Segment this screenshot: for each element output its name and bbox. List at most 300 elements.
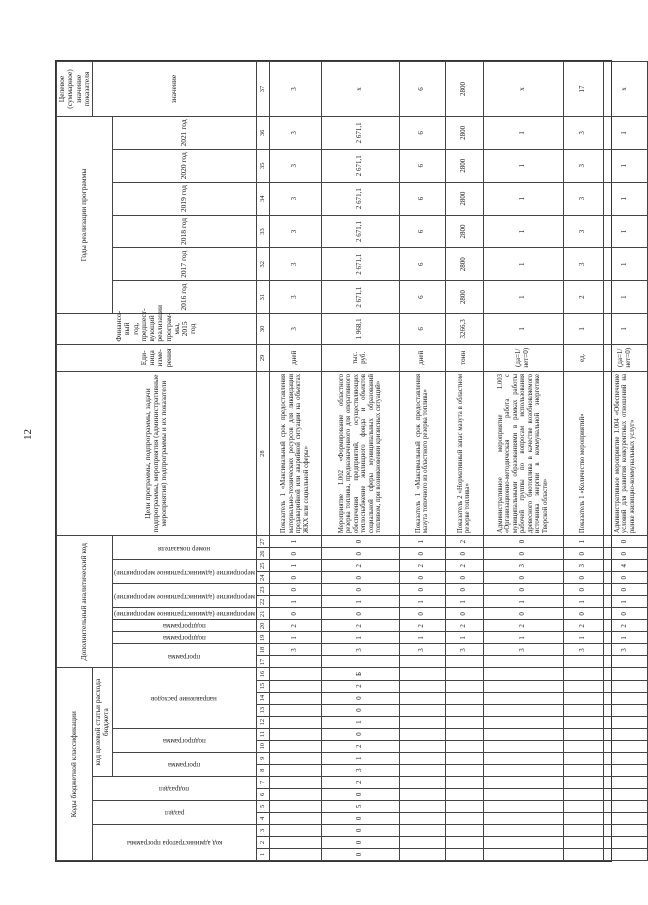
table-row xyxy=(483,62,563,861)
goal-text-cell: Административное мероприятие 1.003 «Организационно-методическая работа с муниципальными образованиями в рамках работы рабочей группы по вопросам использования древесного биотоплива в качестве возобновляемого источника энергии в коммунальной энергетике Тверской области» xyxy=(483,371,563,535)
target-value-cell: х xyxy=(483,62,563,117)
code-cell xyxy=(269,716,321,728)
code-cell xyxy=(445,800,483,812)
code-cell: 1 xyxy=(563,596,603,608)
goal-header: Цели программы, подпрограммы, задачи подпрограммы, мероприятия (административные мероприятия) подпрограммы и их показатели xyxy=(57,371,257,535)
unit-cell: дней xyxy=(399,344,445,371)
code-cell: 2 xyxy=(321,776,399,788)
code-cell: 1 xyxy=(269,560,321,572)
table-row xyxy=(603,62,647,861)
code-cell: 1 xyxy=(445,596,483,608)
code-cell: 1 xyxy=(603,596,647,608)
code-cell: 2 xyxy=(483,620,563,632)
code-cell xyxy=(563,752,603,764)
code-cell: 0 xyxy=(321,584,399,596)
code-cell xyxy=(445,692,483,704)
code-cell xyxy=(445,656,483,668)
year-2021-cell: 6 xyxy=(399,116,445,149)
code-cell: 0 xyxy=(603,536,647,548)
column-number: 27 xyxy=(256,536,269,548)
table-row xyxy=(445,62,483,861)
code-cell: 0 xyxy=(563,572,603,584)
subsection-header: подраздел xyxy=(93,776,257,800)
code-cell xyxy=(321,656,399,668)
code-cell xyxy=(603,668,647,680)
code-cell: 1 xyxy=(445,632,483,644)
code-cell xyxy=(603,656,647,668)
code-cell: 3 xyxy=(445,644,483,656)
code-cell xyxy=(483,800,563,812)
unit-cell: (да=1/ нет=0) xyxy=(603,344,647,371)
target-value-cell: 17 xyxy=(563,62,603,117)
code-cell xyxy=(269,752,321,764)
year-2016-cell: 2800 xyxy=(445,281,483,314)
code-cell: 3 xyxy=(399,644,445,656)
expense-direction-header: направление расходов xyxy=(112,668,256,728)
year-2016-cell: 1 xyxy=(483,281,563,314)
code-cell: 3 xyxy=(483,560,563,572)
code-cell: 0 xyxy=(483,536,563,548)
year-2019-cell: 1 xyxy=(483,182,563,215)
code-cell xyxy=(483,680,563,692)
code-cell: 0 xyxy=(483,584,563,596)
column-number: 15 xyxy=(256,680,269,692)
code-cell: 1 xyxy=(483,632,563,644)
code-cell: 0 xyxy=(445,548,483,560)
code-cell: 3 xyxy=(603,644,647,656)
year-2019-cell: 3 xyxy=(269,182,321,215)
code-cell: 0 xyxy=(269,572,321,584)
column-number-row xyxy=(256,62,269,861)
year-2017-cell: 2 671,1 xyxy=(321,248,399,281)
code-cell: 0 xyxy=(563,608,603,620)
code-cell xyxy=(445,668,483,680)
column-number: 35 xyxy=(256,149,269,182)
column-number: 16 xyxy=(256,668,269,680)
column-number: 17 xyxy=(256,656,269,668)
code-cell: 0 xyxy=(321,824,399,836)
subprogram-header: подпрограмма xyxy=(112,632,256,644)
year-2017-cell: 3 xyxy=(563,248,603,281)
code-cell: 1 xyxy=(269,536,321,548)
code-cell: 3 xyxy=(321,644,399,656)
code-cell xyxy=(563,824,603,836)
column-number: 5 xyxy=(256,800,269,812)
column-number: 19 xyxy=(256,632,269,644)
code-cell: 0 xyxy=(399,572,445,584)
code-cell xyxy=(399,692,445,704)
code-cell: 0 xyxy=(483,608,563,620)
column-number: 2 xyxy=(256,836,269,848)
code-cell: 1 xyxy=(269,632,321,644)
code-cell xyxy=(563,692,603,704)
year-2017-cell: 3 xyxy=(269,248,321,281)
column-number: 12 xyxy=(256,716,269,728)
column-number: 20 xyxy=(256,620,269,632)
code-cell xyxy=(399,740,445,752)
code-cell xyxy=(563,848,603,860)
code-cell xyxy=(563,836,603,848)
table-row xyxy=(269,62,321,861)
code-cell: 1 xyxy=(269,596,321,608)
code-cell xyxy=(445,764,483,776)
code-cell: 1 xyxy=(399,632,445,644)
table-body xyxy=(269,62,647,861)
code-cell xyxy=(483,764,563,776)
code-cell: 0 xyxy=(321,788,399,800)
code-cell xyxy=(563,776,603,788)
year-2016-header: 2016 год xyxy=(112,281,256,314)
event-header-a: мероприятие (административное мероприятие) xyxy=(112,608,256,620)
code-cell: 0 xyxy=(321,848,399,860)
code-cell: 2 xyxy=(321,620,399,632)
code-cell: 2 xyxy=(603,620,647,632)
code-cell: 0 xyxy=(399,584,445,596)
fin-year-header: Финансо-вый год, предшест-вующий реализации програм-мы, 2015 год xyxy=(57,314,257,345)
code-cell: 0 xyxy=(269,548,321,560)
column-number: 25 xyxy=(256,560,269,572)
year-2016-cell: 1 xyxy=(603,281,647,314)
code-cell xyxy=(445,740,483,752)
code-cell xyxy=(603,776,647,788)
admin-code-header: код администратора программы xyxy=(93,824,257,860)
code-cell xyxy=(399,812,445,824)
code-cell xyxy=(399,824,445,836)
code-cell xyxy=(445,716,483,728)
year-2017-cell: 1 xyxy=(483,248,563,281)
code-cell xyxy=(483,788,563,800)
column-number: 33 xyxy=(256,215,269,248)
code-cell xyxy=(483,848,563,860)
code-cell xyxy=(269,668,321,680)
column-number: 26 xyxy=(256,548,269,560)
code-cell: 0 xyxy=(445,608,483,620)
fin-year-cell: 3 xyxy=(269,314,321,345)
year-2016-cell: 3 xyxy=(269,281,321,314)
code-cell xyxy=(445,752,483,764)
code-cell: 2 xyxy=(445,620,483,632)
code-cell xyxy=(399,836,445,848)
additional-code-header: Дополнительный аналитический код xyxy=(57,536,113,668)
code-cell xyxy=(483,716,563,728)
year-2021-cell: 1 xyxy=(603,116,647,149)
fin-year-cell: 6 xyxy=(399,314,445,345)
code-cell xyxy=(445,836,483,848)
year-2020-cell: 2 671,1 xyxy=(321,149,399,182)
code-cell: 0 xyxy=(445,572,483,584)
code-cell xyxy=(483,656,563,668)
indicator-number-header: номер показателя xyxy=(112,536,256,560)
code-cell: 1 xyxy=(321,716,399,728)
year-2019-cell: 1 xyxy=(603,182,647,215)
column-number: 37 xyxy=(256,62,269,117)
column-number: 21 xyxy=(256,608,269,620)
code-cell xyxy=(603,740,647,752)
code-cell: 0 xyxy=(399,608,445,620)
section-header: раздел xyxy=(93,800,257,824)
year-2016-cell: 2 xyxy=(563,281,603,314)
code-cell xyxy=(269,776,321,788)
code-cell xyxy=(563,788,603,800)
year-2017-cell: 1 xyxy=(603,248,647,281)
year-2018-cell: 3 xyxy=(563,215,603,248)
code-cell xyxy=(269,704,321,716)
code-cell: 0 xyxy=(321,608,399,620)
code-cell xyxy=(563,656,603,668)
year-2020-header: 2020 год xyxy=(112,149,256,182)
target-value-cell: х xyxy=(321,62,399,117)
code-cell xyxy=(399,728,445,740)
fin-year-cell: 1 xyxy=(483,314,563,345)
code-cell: 3 xyxy=(269,644,321,656)
column-number: 30 xyxy=(256,314,269,345)
column-number: 10 xyxy=(256,740,269,752)
code-cell xyxy=(269,692,321,704)
header-row-1 xyxy=(57,62,93,861)
code-cell xyxy=(603,752,647,764)
code-cell: 1 xyxy=(321,632,399,644)
code-cell: 3 xyxy=(321,764,399,776)
code-cell xyxy=(563,800,603,812)
code-cell: 2 xyxy=(563,620,603,632)
year-2019-cell: 3 xyxy=(563,182,603,215)
code-cell: 1 xyxy=(563,536,603,548)
column-number: 3 xyxy=(256,824,269,836)
code-cell xyxy=(603,824,647,836)
code-cell: 1 xyxy=(399,536,445,548)
code-cell xyxy=(603,788,647,800)
code-cell: 0 xyxy=(321,704,399,716)
column-number: 23 xyxy=(256,584,269,596)
code-cell: 5 xyxy=(321,800,399,812)
code-cell xyxy=(603,764,647,776)
code-cell xyxy=(399,776,445,788)
code-cell xyxy=(563,716,603,728)
unit-cell: тыс. руб. xyxy=(321,344,399,371)
column-number: 8 xyxy=(256,764,269,776)
code-cell: 2 xyxy=(399,620,445,632)
code-cell: 0 xyxy=(321,572,399,584)
year-2018-header: 2018 год xyxy=(112,215,256,248)
year-2021-cell: 3 xyxy=(269,116,321,149)
code-cell xyxy=(483,692,563,704)
code-cell: 2 xyxy=(445,536,483,548)
code-cell xyxy=(269,680,321,692)
code-cell xyxy=(603,692,647,704)
year-2019-cell: 2800 xyxy=(445,182,483,215)
code-cell: 2 xyxy=(321,680,399,692)
code-cell: 0 xyxy=(321,812,399,824)
year-2020-cell: 2800 xyxy=(445,149,483,182)
code-cell: 1 xyxy=(563,632,603,644)
code-cell xyxy=(269,848,321,860)
code-cell: 2 xyxy=(445,560,483,572)
unit-header: Еди-ница изме-рения xyxy=(57,344,257,371)
year-2020-cell: 3 xyxy=(563,149,603,182)
year-2017-header: 2017 год xyxy=(112,248,256,281)
year-2019-cell: 2 671,1 xyxy=(321,182,399,215)
year-2020-cell: 1 xyxy=(483,149,563,182)
column-number: 14 xyxy=(256,692,269,704)
code-cell: 0 xyxy=(603,584,647,596)
goal-text-cell: Мероприятие 1.002 «Формирование областного резерва топлива, предназначенного для оперативного обеспечения предприятий, осуществляющих теплоснабжение жилищного фонда и объектов социальной сферы муниципальных образований топливом, при возникновении кризисных ситуаций» xyxy=(321,371,399,535)
table-row xyxy=(321,62,399,861)
column-number: 31 xyxy=(256,281,269,314)
years-header: Годы реализации программы xyxy=(57,116,113,313)
program-table xyxy=(56,61,648,861)
code-cell: 1 xyxy=(321,596,399,608)
year-2019-cell: 6 xyxy=(399,182,445,215)
code-cell xyxy=(399,680,445,692)
code-cell xyxy=(603,716,647,728)
code-cell: 1 xyxy=(321,752,399,764)
code-cell xyxy=(483,824,563,836)
budget-classification-header: Коды бюджетной классификации xyxy=(57,668,93,861)
year-2018-cell: 6 xyxy=(399,215,445,248)
code-cell xyxy=(399,716,445,728)
column-number: 4 xyxy=(256,812,269,824)
code-cell: 0 xyxy=(603,572,647,584)
value-header: значение xyxy=(93,62,257,117)
code-cell xyxy=(399,704,445,716)
code-cell xyxy=(399,668,445,680)
code-cell xyxy=(563,740,603,752)
unit-cell: (да=1/ нет=0) xyxy=(483,344,563,371)
code-cell: 0 xyxy=(321,548,399,560)
unit-cell: тонн xyxy=(445,344,483,371)
code-cell xyxy=(603,836,647,848)
code-cell xyxy=(399,788,445,800)
code-cell: 0 xyxy=(321,692,399,704)
column-number: 1 xyxy=(256,848,269,860)
code-cell xyxy=(603,704,647,716)
code-cell xyxy=(399,848,445,860)
goal-text-cell: Показатель 1 «Максимальный срок предоставления мазута топочного из областного резерва топлива» xyxy=(399,371,445,535)
table-row xyxy=(399,62,445,861)
year-2018-cell: 2 671,1 xyxy=(321,215,399,248)
code-cell: 0 xyxy=(483,572,563,584)
target-value-cell: 2800 xyxy=(445,62,483,117)
code-cell: 0 xyxy=(269,584,321,596)
code-cell xyxy=(483,776,563,788)
goal-text-cell: Административное мероприятие 1.004 «Обеспечение условий для развития конкурентных отношений на рынке жилищно-коммунальных услуг» xyxy=(603,371,647,535)
code-cell: 1 xyxy=(603,632,647,644)
year-2021-cell: 2 671,1 xyxy=(321,116,399,149)
column-number: 24 xyxy=(256,572,269,584)
code-cell: 3 xyxy=(563,560,603,572)
code-cell: 3 xyxy=(563,644,603,656)
unit-cell: ед. xyxy=(563,344,603,371)
code-cell xyxy=(563,764,603,776)
code-cell: 0 xyxy=(483,548,563,560)
document-page xyxy=(55,60,636,862)
code-cell xyxy=(269,728,321,740)
code-cell xyxy=(399,800,445,812)
year-2020-cell: 1 xyxy=(603,149,647,182)
fin-year-cell: 1 xyxy=(563,314,603,345)
code-cell xyxy=(445,824,483,836)
code-cell xyxy=(445,788,483,800)
code-cell xyxy=(483,836,563,848)
event-header-b: мероприятие (административное мероприятие) xyxy=(112,584,256,608)
code-cell: 1 xyxy=(483,596,563,608)
code-cell xyxy=(563,704,603,716)
fin-year-cell: 1 968,1 xyxy=(321,314,399,345)
code-cell xyxy=(269,812,321,824)
year-2018-cell: 1 xyxy=(483,215,563,248)
code-cell: 0 xyxy=(603,548,647,560)
code-cell xyxy=(603,680,647,692)
code-cell xyxy=(563,668,603,680)
program-code-header: программа xyxy=(112,752,256,776)
target-value-header: Целевое (суммарное) значение показателя xyxy=(57,62,93,117)
column-number: 13 xyxy=(256,704,269,716)
goal-text-cell: Показатель 2 «Нормативный запас мазута в областном резерве топлива» xyxy=(445,371,483,535)
code-cell: 2 xyxy=(321,560,399,572)
code-cell: 3 xyxy=(483,644,563,656)
year-2020-cell: 3 xyxy=(269,149,321,182)
code-cell: 2 xyxy=(321,740,399,752)
year-2021-cell: 2800 xyxy=(445,116,483,149)
code-cell xyxy=(269,656,321,668)
year-2016-cell: 6 xyxy=(399,281,445,314)
code-cell xyxy=(603,728,647,740)
column-number: 36 xyxy=(256,116,269,149)
column-number: 34 xyxy=(256,182,269,215)
column-number: 6 xyxy=(256,788,269,800)
column-number: 29 xyxy=(256,344,269,371)
year-2018-cell: 2800 xyxy=(445,215,483,248)
event-header-c: мероприятие (административное мероприятие) xyxy=(112,560,256,584)
target-value-cell: х xyxy=(603,62,647,117)
code-cell: 0 xyxy=(563,584,603,596)
code-cell xyxy=(269,824,321,836)
code-cell xyxy=(483,812,563,824)
code-cell: 1 xyxy=(399,596,445,608)
code-cell xyxy=(399,656,445,668)
subprogram-code-header: подпрограмма xyxy=(112,728,256,752)
code-cell xyxy=(269,740,321,752)
code-cell xyxy=(445,680,483,692)
code-cell xyxy=(269,836,321,848)
table-row xyxy=(563,62,603,861)
code-cell xyxy=(483,740,563,752)
code-cell: 2 xyxy=(269,620,321,632)
code-cell xyxy=(445,704,483,716)
column-number: 32 xyxy=(256,248,269,281)
column-number: 22 xyxy=(256,596,269,608)
code-cell xyxy=(445,776,483,788)
year-2018-cell: 3 xyxy=(269,215,321,248)
code-cell: 0 xyxy=(399,548,445,560)
code-cell xyxy=(483,752,563,764)
column-number: 18 xyxy=(256,644,269,656)
code-cell: 0 xyxy=(321,536,399,548)
year-2016-cell: 2 671,1 xyxy=(321,281,399,314)
code-cell xyxy=(269,800,321,812)
year-2021-cell: 3 xyxy=(563,116,603,149)
year-2021-header: 2021 год xyxy=(112,116,256,149)
code-cell xyxy=(603,812,647,824)
goal-text-cell: Показатель 1 «Максимальный срок предоставления материально-технических ресурсов для ликвидации предаварийной или аварийной ситуации на объектах ЖКХ или социальной сферы» xyxy=(269,371,321,535)
year-2020-cell: 6 xyxy=(399,149,445,182)
code-cell: 2 xyxy=(399,560,445,572)
column-number: 7 xyxy=(256,776,269,788)
code-cell xyxy=(269,788,321,800)
year-2017-cell: 2800 xyxy=(445,248,483,281)
target-value-cell: 3 xyxy=(269,62,321,117)
code-cell xyxy=(399,752,445,764)
